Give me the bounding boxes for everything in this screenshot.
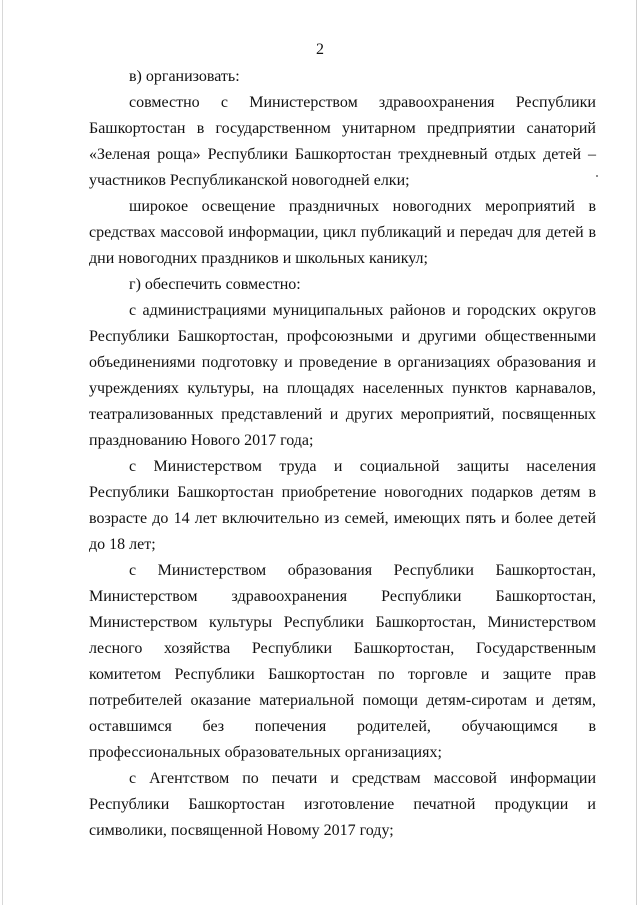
paragraph-organize-heading: в) организовать: <box>129 68 240 85</box>
scan-edge-right <box>636 0 637 905</box>
paragraph-new-year-gifts: с Министерством труда и социальной защиты населения Республики Башкортостан приобретение новогодних подарков детям в возрасте до 14 лет включительно из семей, имеющих пять и более детей до 18 лет; <box>89 458 596 553</box>
paragraph-orphan-assistance: с Министерством образования Республики Башкортостан, Министерством здравоохранения Республики Башкортостан, Министерством культуры Республики Башкортостан, Министерством лесного хозяйства Республики Башкортостан, Государственным комитетом Республики Башкортостан по торговле и защите прав потребителей оказание материальной помощи детям-сиротам и детям, оставшимся без попечения родителей, обучающимся в профессиональных образовательных организациях; <box>89 562 596 761</box>
paragraph-ensure-heading: г) обеспечить совместно: <box>129 276 301 293</box>
page-number: 2 <box>316 41 324 58</box>
paragraph-printed-products: с Агентством по печати и средствам массовой информации Республики Башкортостан изготовление печатной продукции и символики, посвященной Новому 2017 году; <box>89 770 596 839</box>
document-body <box>89 64 596 844</box>
scan-speck <box>596 175 598 177</box>
paragraph-sanatorium-rest: совместно с Министерством здравоохранения Республики Башкортостан в государственном унитарном предприятии санаторий «Зеленая роща» Республики Башкортостан трехдневный отдых детей – участников Республиканской новогодней елки; <box>89 94 596 189</box>
scan-edge-left <box>2 0 3 905</box>
paragraph-media-coverage: широкое освещение праздничных новогодних мероприятий в средствах массовой информации, цикл публикаций и передач для детей в дни новогодних праздников и школьных каникул; <box>89 198 596 267</box>
paragraph-municipal-events: с администрациями муниципальных районов и городских округов Республики Башкортостан, профсоюзными и другими общественными объединениями подготовку и проведение в организациях образования и учреждениях культуры, на площадях населенных пунктов карнавалов, театрализованных представлений и других мероприятий, посвященных празднованию Нового 2017 года; <box>89 302 596 449</box>
